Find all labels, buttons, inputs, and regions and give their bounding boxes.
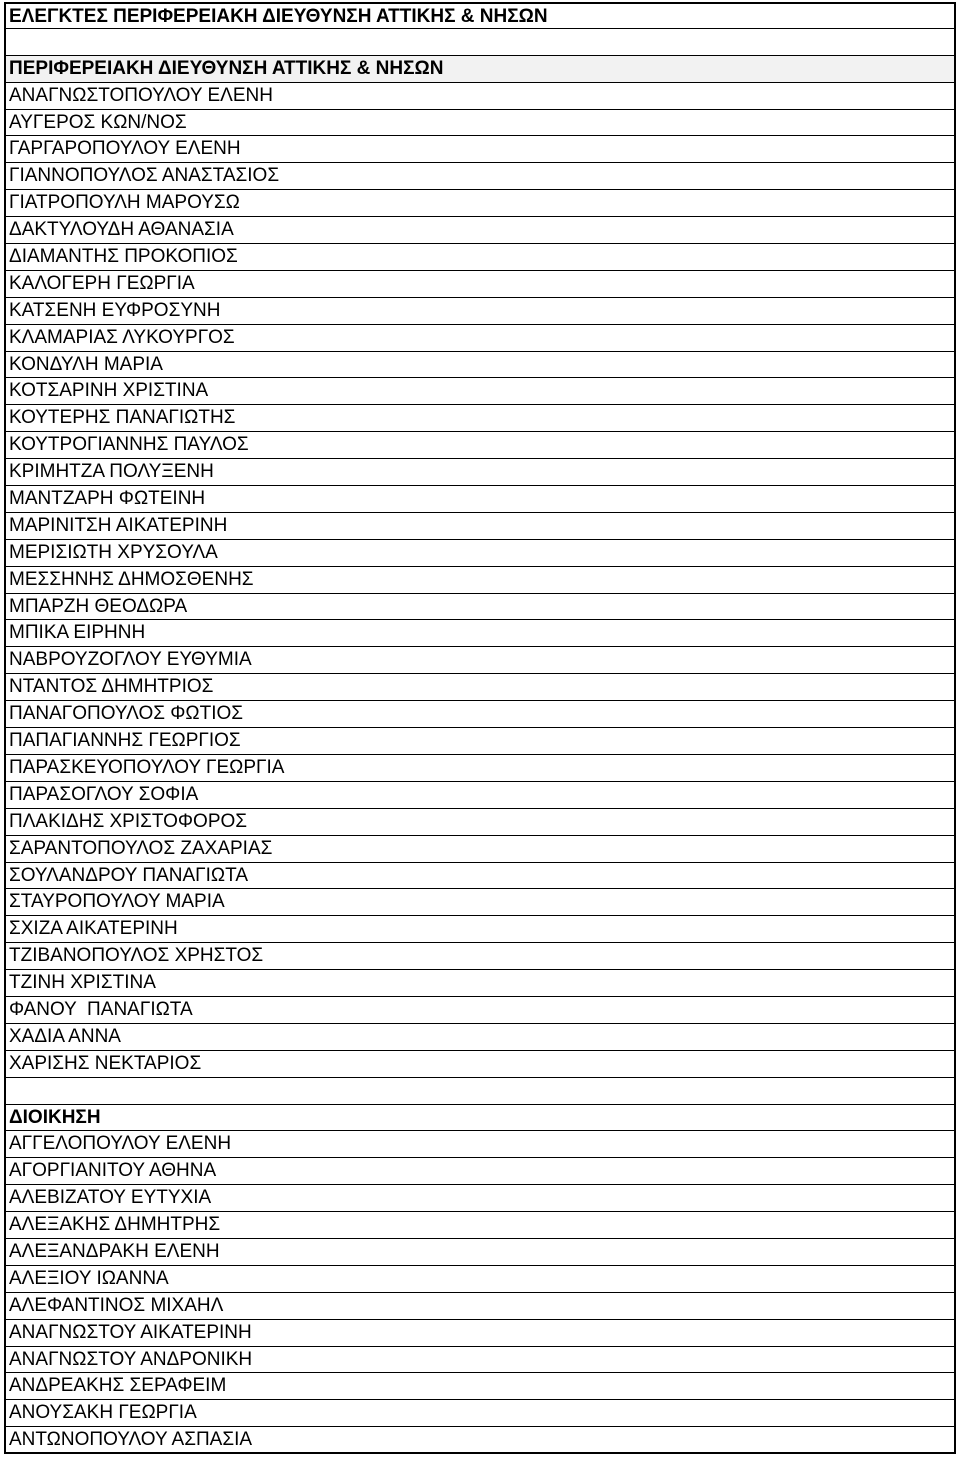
name-row: ΜΠΙΚΑ ΕΙΡΗΝΗ (4, 620, 956, 647)
name-row: ΚΛΑΜΑΡΙΑΣ ΛΥΚΟΥΡΓΟΣ (4, 325, 956, 352)
name-row: ΑΝΑΓΝΩΣΤΟΠΟΥΛΟΥ ΕΛΕΝΗ (4, 83, 956, 110)
name-row: ΜΕΡΙΣΙΩΤΗ ΧΡΥΣΟΥΛΑ (4, 540, 956, 567)
name-row: ΚΑΛΟΓΕΡΗ ΓΕΩΡΓΙΑ (4, 271, 956, 298)
section-heading: ΔΙΟΙΚΗΣΗ (4, 1105, 956, 1132)
name-row: ΓΙΑΤΡΟΠΟΥΛΗ ΜΑΡΟΥΣΩ (4, 190, 956, 217)
name-row: ΑΛΕΞΙΟΥ ΙΩΑΝΝΑ (4, 1266, 956, 1293)
name-row: ΑΝΔΡΕΑΚΗΣ ΣΕΡΑΦΕΙΜ (4, 1373, 956, 1400)
name-row: ΣΧΙΖΑ ΑΙΚΑΤΕΡΙΝΗ (4, 916, 956, 943)
name-row: ΓΑΡΓΑΡΟΠΟΥΛΟΥ ΕΛΕΝΗ (4, 136, 956, 163)
name-row: ΚΟΥΤΡΟΓΙΑΝΝΗΣ ΠΑΥΛΟΣ (4, 432, 956, 459)
name-row: ΧΑΡΙΣΗΣ ΝΕΚΤΑΡΙΟΣ (4, 1051, 956, 1078)
name-row: ΣΟΥΛΑΝΔΡΟΥ ΠΑΝΑΓΙΩΤΑ (4, 863, 956, 890)
name-row: ΑΝΤΩΝΟΠΟΥΛΟΥ ΑΣΠΑΣΙΑ (4, 1427, 956, 1454)
document-title: ΕΛΕΓΚΤΕΣ ΠΕΡΙΦΕΡΕΙΑΚΗ ΔΙΕΥΘΥΝΣΗ ΑΤΤΙΚΗΣ & ΝΗΣΩΝ (4, 2, 956, 29)
name-row: ΚΟΥΤΕΡΗΣ ΠΑΝΑΓΙΩΤΗΣ (4, 405, 956, 432)
name-row: ΑΛΕΞΑΚΗΣ ΔΗΜΗΤΡΗΣ (4, 1212, 956, 1239)
name-row: ΑΥΓΕΡΟΣ ΚΩΝ/ΝΟΣ (4, 110, 956, 137)
name-row: ΜΑΝΤΖΑΡΗ ΦΩΤΕΙΝΗ (4, 486, 956, 513)
name-row: ΤΖΙΝΗ ΧΡΙΣΤΙΝΑ (4, 970, 956, 997)
document-table (4, 2, 956, 1454)
name-row: ΦΑΝΟΥ ΠΑΝΑΓΙΩΤΑ (4, 997, 956, 1024)
name-row: ΜΠΑΡΖΗ ΘΕΟΔΩΡΑ (4, 594, 956, 621)
name-row: ΑΝΟΥΣΑΚΗ ΓΕΩΡΓΙΑ (4, 1400, 956, 1427)
name-row: ΑΛΕΦΑΝΤΙΝΟΣ ΜΙΧΑΗΛ (4, 1293, 956, 1320)
name-row: ΠΛΑΚΙΔΗΣ ΧΡΙΣΤΟΦΟΡΟΣ (4, 809, 956, 836)
name-row: ΚΟΝΔΥΛΗ ΜΑΡΙΑ (4, 352, 956, 379)
name-row: ΔΙΑΜΑΝΤΗΣ ΠΡΟΚΟΠΙΟΣ (4, 244, 956, 271)
name-row: ΚΟΤΣΑΡΙΝΗ ΧΡΙΣΤΙΝΑ (4, 378, 956, 405)
blank-row (4, 1078, 956, 1105)
name-row: ΔΑΚΤΥΛΟΥΔΗ ΑΘΑΝΑΣΙΑ (4, 217, 956, 244)
name-row: ΑΝΑΓΝΩΣΤΟΥ ΑΙΚΑΤΕΡΙΝΗ (4, 1320, 956, 1347)
name-row: ΑΝΑΓΝΩΣΤΟΥ ΑΝΔΡΟΝΙΚΗ (4, 1347, 956, 1374)
name-row: ΝΤΑΝΤΟΣ ΔΗΜΗΤΡΙΟΣ (4, 674, 956, 701)
name-row: ΝΑΒΡΟΥΖΟΓΛΟΥ ΕΥΘΥΜΙΑ (4, 647, 956, 674)
name-row: ΑΛΕΞΑΝΔΡΑΚΗ ΕΛΕΝΗ (4, 1239, 956, 1266)
name-row: ΚΑΤΣΕΝΗ ΕΥΦΡΟΣΥΝΗ (4, 298, 956, 325)
name-row: ΠΑΝΑΓΟΠΟΥΛΟΣ ΦΩΤΙΟΣ (4, 701, 956, 728)
name-row: ΠΑΠΑΓΙΑΝΝΗΣ ΓΕΩΡΓΙΟΣ (4, 728, 956, 755)
name-row: ΓΙΑΝΝΟΠΟΥΛΟΣ ΑΝΑΣΤΑΣΙΟΣ (4, 163, 956, 190)
name-row: ΜΑΡΙΝΙΤΣΗ ΑΙΚΑΤΕΡΙΝΗ (4, 513, 956, 540)
name-row: ΠΑΡΑΣΟΓΛΟΥ ΣΟΦΙΑ (4, 782, 956, 809)
name-row: ΣΤΑΥΡΟΠΟΥΛΟΥ ΜΑΡΙΑ (4, 889, 956, 916)
name-row: ΠΑΡΑΣΚΕΥΟΠΟΥΛΟΥ ΓΕΩΡΓΙΑ (4, 755, 956, 782)
name-row: ΤΖΙΒΑΝΟΠΟΥΛΟΣ ΧΡΗΣΤΟΣ (4, 943, 956, 970)
name-row: ΑΓΓΕΛΟΠΟΥΛΟΥ ΕΛΕΝΗ (4, 1131, 956, 1158)
blank-row (4, 29, 956, 56)
name-row: ΜΕΣΣΗΝΗΣ ΔΗΜΟΣΘΕΝΗΣ (4, 567, 956, 594)
name-row: ΣΑΡΑΝΤΟΠΟΥΛΟΣ ΖΑΧΑΡΙΑΣ (4, 836, 956, 863)
name-row: ΚΡΙΜΗΤΖΑ ΠΟΛΥΞΕΝΗ (4, 459, 956, 486)
name-row: ΑΛΕΒΙΖΑΤΟΥ ΕΥΤΥΧΙΑ (4, 1185, 956, 1212)
section-heading: ΠΕΡΙΦΕΡΕΙΑΚΗ ΔΙΕΥΘΥΝΣΗ ΑΤΤΙΚΗΣ & ΝΗΣΩΝ (4, 56, 956, 83)
name-row: ΑΓΟΡΓΙΑΝΙΤΟΥ ΑΘΗΝΑ (4, 1158, 956, 1185)
name-row: ΧΑΔΙΑ ΑΝΝΑ (4, 1024, 956, 1051)
